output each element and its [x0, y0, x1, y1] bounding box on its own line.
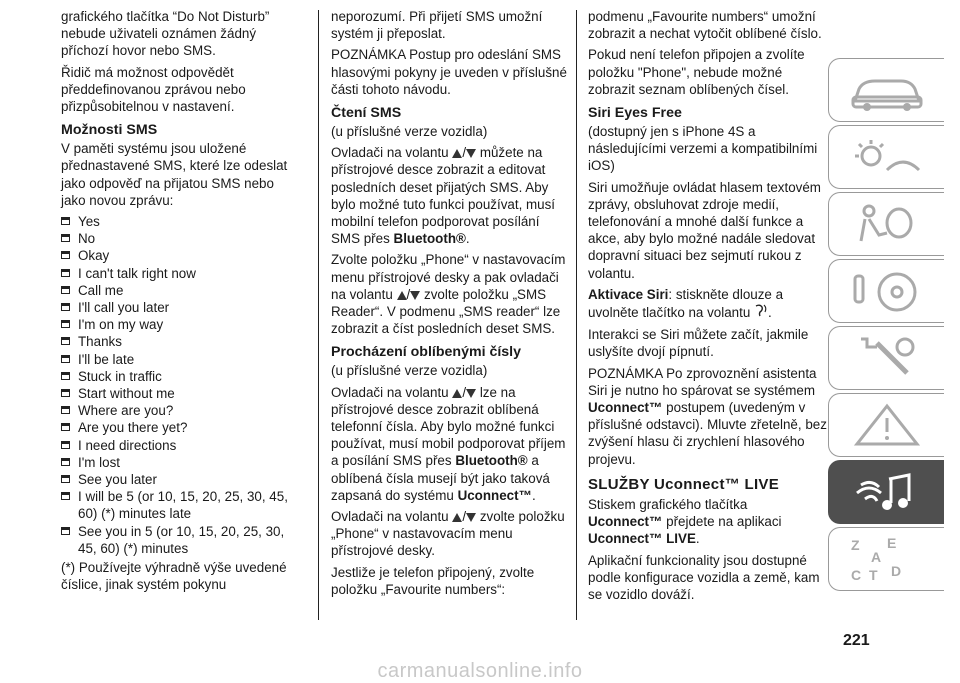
paragraph: Aplikační funkcionality jsou dostupné podle konfigurace vozidla a země, kam se vozidlo dováží.	[588, 552, 820, 603]
sms-option-item	[61, 247, 301, 264]
period: .	[465, 231, 470, 247]
sms-option-text: Okay	[78, 248, 110, 264]
paragraph: Pokud není telefon připojen a zvolíte položku "Phone", nebude možné zobrazit seznam oblíbených čísel.	[588, 47, 805, 97]
sms-option-text: I'm on my way	[78, 317, 164, 333]
bullet-icon	[61, 303, 70, 311]
heading-read-sms: Čtení SMS	[331, 105, 402, 122]
paragraph: (*) Používejte výhradně výše uvedené číslice, jinak systém pokynu	[61, 560, 287, 593]
arrow-up-icon	[452, 513, 462, 522]
svg-text:D: D	[891, 563, 902, 579]
paragraph: Jestliže je telefon připojený, zvolte položku „Favourite numbers“:	[331, 564, 535, 597]
sms-option-item	[61, 454, 301, 471]
tools-icon	[847, 335, 927, 383]
column-3	[588, 8, 828, 607]
bluetooth-term: Bluetooth®	[393, 231, 466, 247]
text: Stiskem grafického tlačítka	[588, 497, 748, 513]
sms-option-item	[61, 230, 301, 247]
sms-option-item	[61, 213, 301, 230]
activate-siri-label: Aktivace Siri	[588, 286, 669, 302]
tab-tools[interactable]	[828, 326, 944, 390]
heading-sms-options: Možnosti SMS	[61, 122, 158, 139]
multimedia-icon	[847, 469, 927, 517]
sms-option-text: Start without me	[78, 386, 175, 402]
sms-option-text: I will be 5 (or 10, 15, 20, 25, 30, 45, 60) (*) minutes late	[78, 489, 288, 522]
sms-option-item	[61, 282, 301, 299]
tab-dashboard-lights[interactable]	[828, 125, 944, 189]
uconnect-term: Uconnect™	[588, 514, 663, 530]
sms-option-item	[61, 333, 301, 350]
bullet-icon	[61, 492, 70, 500]
text: Ovladači na volantu	[331, 145, 449, 161]
paragraph: Siri umožňuje ovládat hlasem textovém zprávy, obsluhovat zdroje medií, telefonování a mnohé další funkce a akce, aby bylo možné nadále sledovat dopravní situaci bez sejmutí rukou z volantu.	[588, 179, 821, 281]
heading-siri: Siri Eyes Free	[588, 105, 682, 122]
uconnect-live-term: Uconnect™ LIVE	[588, 531, 696, 547]
sms-option-text: Stuck in traffic	[78, 368, 162, 384]
paragraph	[588, 286, 828, 322]
tab-airbag[interactable]	[828, 192, 944, 256]
bullet-icon	[61, 320, 70, 328]
bullet-icon	[61, 355, 70, 363]
column-divider	[318, 10, 319, 620]
sms-option-text: I'm lost	[78, 454, 120, 470]
text: Zvolte položku „Phone“ v nastavovacím menu přístrojové desky a pak ovladači na volantu	[331, 252, 566, 302]
uconnect-term: Uconnect™	[588, 400, 663, 416]
tab-multimedia[interactable]	[828, 460, 944, 524]
arrow-up-icon	[452, 149, 462, 158]
bullet-icon	[61, 234, 70, 242]
column-1	[61, 8, 301, 598]
watermark: carmanualsonline.info	[377, 660, 583, 682]
arrow-down-icon	[466, 389, 476, 398]
tab-index[interactable]	[828, 527, 944, 591]
bullet-icon	[61, 286, 70, 294]
dashboard-lights-icon	[847, 134, 927, 182]
text: : stiskněte dlouze a uvolněte tlačítko na volantu	[588, 286, 784, 321]
separator: /	[462, 384, 467, 400]
page-number: 221	[843, 632, 870, 649]
sms-option-text: Are you there yet?	[78, 420, 188, 436]
sms-option-item	[61, 316, 301, 333]
sms-option-text: See you in 5 (or 10, 15, 20, 25, 30, 45, 60) (*) minutes	[78, 523, 285, 556]
heading-favourites: Procházení oblíbenými čísly	[331, 344, 522, 361]
paragraph	[331, 251, 571, 337]
text: Ovladači na volantu	[331, 384, 449, 400]
svg-text:A: A	[871, 549, 882, 565]
car-icon	[847, 67, 927, 115]
separator: /	[406, 286, 411, 302]
steering-wheel-icon	[847, 268, 927, 316]
warning-icon	[847, 402, 927, 450]
sms-option-item	[61, 351, 301, 368]
svg-text:E: E	[887, 536, 897, 551]
sms-option-text: I need directions	[78, 437, 177, 453]
paragraph: neporozumí. Při přijetí SMS umožní systém ji přeposlat.	[331, 9, 543, 42]
bluetooth-term: Bluetooth®	[455, 453, 528, 469]
text: POZNÁMKA Po zprovoznění asistenta Siri je nutno ho spárovat se systémem	[588, 365, 817, 398]
period: .	[695, 531, 700, 547]
text: lze na přístrojové desce zobrazit oblíbená telefonní čísla. Aby bylo možné funkci používat, musí mobil podporovat příjem a posílání SMS přes	[331, 384, 566, 469]
sms-option-item	[61, 368, 301, 385]
sms-option-item	[61, 265, 301, 282]
bullet-icon	[61, 475, 70, 483]
svg-text:Z: Z	[851, 537, 860, 553]
voice-command-icon	[754, 303, 768, 322]
sms-option-item	[61, 471, 301, 488]
text: přejdete na aplikaci	[666, 514, 782, 530]
bullet-icon	[61, 423, 70, 431]
sms-option-item	[61, 419, 301, 436]
paragraph: (dostupný jen s iPhone 4S a následujícími verzemi a kompatibilními iOS)	[588, 124, 818, 174]
tab-warning[interactable]	[828, 393, 944, 457]
paragraph: V paměti systému jsou uložené přednastavené SMS, které lze odeslat jako odpověď na přijatou SMS nebo jako novou zprávu:	[61, 141, 288, 208]
sms-option-text: See you later	[78, 472, 157, 488]
tab-steering-wheel[interactable]	[828, 259, 944, 323]
arrow-down-icon	[410, 291, 420, 300]
svg-text:T: T	[869, 567, 878, 583]
paragraph: Řidič má možnost odpovědět předdefinovanou zprávou nebo přizpůsobitelnou v nastavení.	[61, 64, 246, 115]
bullet-icon	[61, 217, 70, 225]
sms-option-text: Call me	[78, 282, 124, 298]
bullet-icon	[61, 441, 70, 449]
arrow-up-icon	[452, 389, 462, 398]
bullet-icon	[61, 527, 70, 535]
sms-option-text: I'll be late	[78, 351, 135, 367]
sms-option-text: Yes	[78, 214, 100, 230]
paragraph	[331, 508, 571, 560]
sms-option-item	[61, 523, 301, 557]
arrow-down-icon	[466, 513, 476, 522]
text: můžete na přístrojové desce zobrazit a editovat posledních deset přijatých SMS. Aby bylo možné tuto funkci používat, musí mobilní telefon podporovat posílání SMS přes	[331, 145, 556, 247]
paragraph: (u příslušné verze vozidla)	[331, 363, 488, 379]
bullet-icon	[61, 406, 70, 414]
heading-uconnect-live: SLUŽBY Uconnect™ LIVE	[588, 475, 780, 493]
separator: /	[462, 145, 467, 161]
paragraph: grafického tlačítka “Do Not Disturb” nebude uživateli oznámen žádný příchozí hovor nebo SMS.	[61, 9, 270, 59]
svg-text:C: C	[851, 567, 862, 583]
bullet-icon	[61, 372, 70, 380]
airbag-icon	[847, 201, 927, 249]
paragraph	[331, 144, 571, 247]
uconnect-term: Uconnect™	[457, 487, 532, 503]
text: Ovladači na volantu	[331, 509, 449, 525]
sms-option-item	[61, 488, 301, 522]
arrow-up-icon	[397, 291, 407, 300]
tab-car[interactable]	[828, 58, 944, 122]
text: zvolte položku „SMS Reader“. V podmenu „SMS reader“ lze zobrazit a číst posledních deset SMS.	[331, 286, 561, 337]
sms-option-text: I can't talk right now	[78, 265, 196, 281]
paragraph	[331, 384, 571, 504]
paragraph	[588, 365, 828, 468]
bullet-icon	[61, 337, 70, 345]
sms-option-item	[61, 299, 301, 316]
paragraph: Interakci se Siri můžete začít, jakmile uslyšíte dvojí pípnutí.	[588, 327, 809, 360]
period: .	[531, 487, 536, 503]
sms-option-text: Where are you?	[78, 403, 174, 419]
sms-option-text: I'll call you later	[78, 300, 170, 316]
sms-option-text: Thanks	[78, 334, 122, 350]
paragraph: (u příslušné verze vozidla)	[331, 124, 488, 140]
sms-option-text: No	[78, 231, 96, 247]
sms-option-item	[61, 385, 301, 402]
text: zvolte položku „Phone“ v nastavovacím menu přístrojové desky.	[331, 509, 565, 559]
bullet-icon	[61, 458, 70, 466]
sms-option-item	[61, 437, 301, 454]
text: a oblíbená čísla musejí být jako taková zapsaná do systému	[331, 453, 550, 503]
column-2	[331, 8, 571, 602]
bullet-icon	[61, 269, 70, 277]
index-letters-icon	[847, 536, 927, 584]
chapter-tabs	[828, 58, 948, 594]
bullet-icon	[61, 389, 70, 397]
sms-option-item	[61, 402, 301, 419]
arrow-down-icon	[466, 149, 476, 158]
bullet-icon	[61, 251, 70, 259]
text: postupem (uvedeným v příslušné odstavci). Mluvte zřetelně, bez zvýšení hlasu či zrychlení hlasového projevu.	[588, 400, 827, 467]
separator: /	[462, 509, 467, 525]
paragraph: POZNÁMKA Postup pro odeslání SMS hlasovými pokyny je uveden v příslušné části tohoto návodu.	[331, 47, 567, 97]
sms-options-list	[61, 213, 301, 557]
column-divider	[576, 10, 577, 620]
period: .	[768, 305, 772, 321]
paragraph: podmenu „Favourite numbers“ umožní zobrazit a nechat vytočit oblíbené číslo.	[588, 9, 822, 42]
paragraph	[588, 496, 828, 548]
